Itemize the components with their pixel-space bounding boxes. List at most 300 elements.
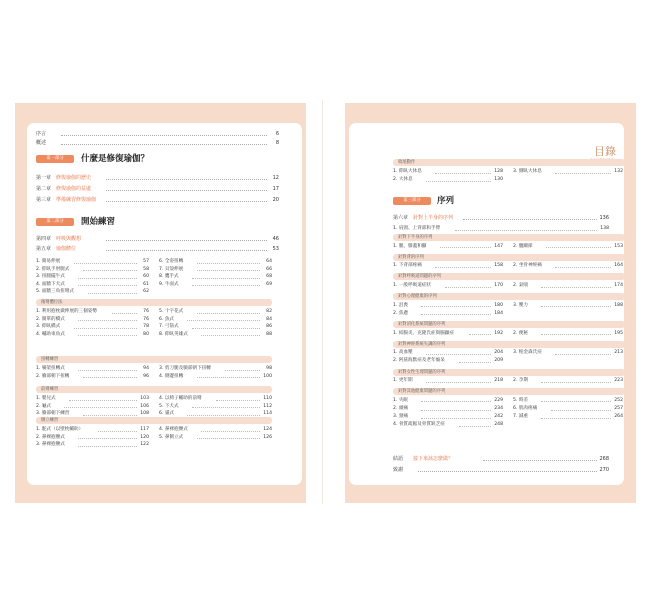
toc-entry: [513, 349, 623, 356]
page-number: 6: [275, 131, 279, 137]
leader-dots: [435, 267, 491, 268]
toc-entry: [393, 243, 503, 250]
entry-title: 1. 嬰兒式: [36, 396, 56, 401]
entry-title: 2. 氣喘: [513, 282, 529, 288]
group-header: 針對女性生理問題的序列: [393, 369, 625, 376]
part-title: 什麼是修復瑜伽？: [81, 154, 150, 164]
page-number: 12: [272, 175, 279, 181]
page-number: 76: [143, 316, 149, 322]
page-number: 110: [263, 396, 272, 401]
chapter-title: 準備練習修復瑜伽: [56, 197, 97, 203]
chapter-number: 第六章: [393, 215, 409, 221]
entry-title: 1. 仰臥大休息: [393, 169, 422, 174]
toc-entry: [393, 302, 503, 309]
entry-title: 3. 扭腿擺牛式: [36, 274, 65, 280]
toc-entry: [36, 281, 149, 288]
leader-dots: [192, 407, 260, 408]
group-header: 扭轉練習: [36, 356, 272, 363]
entry-title: 4. 面牆下犬式: [36, 281, 65, 287]
leader-dots: [541, 334, 611, 335]
toc-entry: [513, 397, 623, 404]
leader-dots: [187, 320, 260, 321]
toc-entry: [393, 413, 503, 420]
toc-entry: [393, 357, 503, 364]
page-number: 180: [494, 302, 503, 308]
leader-dots: [469, 334, 491, 335]
page-number: 218: [494, 378, 503, 384]
page-number: 8: [275, 140, 279, 146]
toc-entry: [36, 403, 149, 410]
page-number: 147: [494, 243, 503, 249]
entry-title: 1. 失眠: [393, 397, 409, 403]
page-number: 252: [614, 397, 623, 403]
page-number: 153: [614, 243, 623, 249]
page-number: 20: [272, 197, 279, 203]
page-number: 209: [494, 358, 503, 364]
entry-title: 7. 減重: [513, 414, 529, 420]
entry-title: 4. 輔助束角式: [36, 331, 65, 337]
chapter-title: 修復瑜伽的歷史: [56, 175, 92, 181]
page-number: 242: [494, 414, 503, 420]
leader-dots: [541, 401, 611, 402]
leader-dots: [426, 354, 491, 355]
entry-title: 2. 便秘: [513, 330, 529, 336]
entry-title: 序言: [36, 131, 47, 137]
page-number: 126: [263, 434, 272, 440]
leader-dots: [78, 438, 137, 439]
page-number: 57: [143, 259, 149, 264]
page-number: 58: [143, 266, 149, 272]
page-number: 120: [140, 434, 149, 440]
group-header: 前彎練習: [36, 386, 272, 393]
leader-dots: [201, 431, 260, 432]
page-number: 124: [263, 427, 272, 432]
page-number: 234: [494, 406, 503, 411]
toc-entry: [159, 323, 272, 330]
toc-entry: [36, 434, 149, 441]
leader-dots: [61, 135, 267, 136]
group-header: 側立練習: [36, 417, 272, 424]
leader-dots: [421, 418, 491, 419]
entry-title: 7. 貝殼伸展: [159, 266, 184, 272]
page-number: 136: [599, 215, 609, 221]
chapter-number: 第五章: [36, 246, 52, 252]
page-number: 46: [272, 236, 279, 242]
toc-row-closing: [393, 454, 609, 464]
chapter-row: [36, 244, 279, 254]
group-header: 針對呼吸道問題的序列: [393, 273, 625, 280]
entry-title: 9. 牛面式: [159, 281, 179, 287]
leader-dots: [83, 377, 137, 378]
entry-title: 2. 頭痛: [393, 406, 409, 411]
page-number: 60: [143, 274, 149, 280]
toc-entry: [159, 316, 272, 323]
page-number: 264: [614, 414, 623, 420]
toc-entry: [513, 302, 623, 309]
page-number: 108: [140, 411, 149, 417]
toc-entry: [159, 365, 272, 372]
entry-title: 3. 仰臥橋式: [36, 324, 61, 330]
chapter-row: [36, 184, 279, 194]
leader-dots: [192, 328, 260, 329]
group-header: 針對下半身的序列: [393, 234, 625, 241]
page-number: 86: [266, 324, 272, 330]
leader-dots: [201, 335, 260, 336]
page-number: 69: [266, 281, 272, 287]
chapter-row: [393, 213, 609, 223]
entry-title: 5. 十字花式: [159, 309, 184, 314]
leader-dots: [421, 314, 491, 315]
entry-title: 5. 時差: [513, 397, 529, 403]
page-number: 94: [143, 366, 149, 371]
toc-entry: [36, 441, 149, 448]
entry-title: 2. 鼻裸抱腰式: [36, 434, 65, 440]
left-page: [15, 103, 306, 503]
page-number: 106: [140, 403, 149, 409]
toc-title: 目錄: [594, 145, 616, 158]
page-number: 76: [143, 309, 149, 314]
page-number: 170: [494, 282, 503, 288]
leader-dots: [106, 240, 267, 241]
leader-dots: [61, 144, 267, 145]
leader-dots: [541, 287, 611, 288]
leader-dots: [555, 173, 611, 174]
leader-dots: [483, 460, 597, 461]
toc-entry: [513, 377, 623, 384]
chapter-number: 第四章: [36, 236, 52, 242]
toc-entry: [36, 426, 149, 433]
page-number: 223: [614, 378, 623, 384]
page-number: 122: [140, 442, 149, 448]
leader-dots: [435, 173, 491, 174]
leader-dots: [197, 438, 260, 439]
chapter-number: 第二章: [36, 186, 52, 192]
toc-entry: [159, 331, 272, 338]
leader-dots: [546, 247, 611, 248]
leader-dots: [78, 370, 137, 371]
toc-entry: [159, 266, 272, 273]
toc-entry: [159, 403, 272, 410]
entry-title: 4. 側邊扭轉: [159, 373, 184, 379]
closing-label: 結語: [393, 456, 404, 462]
page-number: 192: [494, 330, 503, 336]
entry-title: 1. 簡易伸展: [36, 259, 61, 264]
leader-dots: [555, 354, 611, 355]
toc-entry: [36, 308, 149, 315]
entry-title: 1. 躺架扭轉式: [36, 366, 65, 371]
leader-dots: [112, 313, 137, 314]
page-number: 270: [599, 467, 609, 473]
page-number: 64: [266, 259, 272, 264]
page-number: 195: [614, 330, 623, 336]
page-number: 188: [614, 302, 623, 308]
leader-dots: [541, 382, 611, 383]
leader-dots: [78, 285, 137, 286]
toc-entry: [159, 426, 272, 433]
page-number: 164: [614, 263, 623, 269]
leader-dots: [541, 306, 611, 307]
entry-title: 1. 沮喪: [393, 302, 409, 308]
toc-entry: [393, 421, 503, 428]
page-number: 114: [263, 411, 272, 417]
toc-entry: [393, 310, 503, 317]
leader-dots: [106, 179, 267, 180]
group-header: 後彎體位法: [36, 299, 272, 306]
page-number: 138: [600, 226, 609, 231]
leader-dots: [418, 471, 597, 472]
leader-dots: [459, 426, 491, 427]
leader-dots: [555, 267, 611, 268]
entry-title: 1. 肩頸、上背部和手臂: [393, 226, 441, 231]
leader-dots: [197, 270, 260, 271]
chapter-number: 第一章: [36, 175, 52, 181]
leader-dots: [197, 263, 260, 264]
entry-title: 2. 龜式: [36, 403, 52, 409]
toc-entry: [159, 308, 272, 315]
leader-dots: [197, 313, 260, 314]
page-number: 62: [143, 289, 149, 295]
toc-entry: [393, 168, 503, 175]
page-number: 98: [266, 366, 272, 371]
entry-title: 7. 弓箭式: [159, 324, 179, 330]
leader-dots: [74, 328, 137, 329]
toc-entry: [513, 282, 623, 289]
toc-entry: [393, 282, 503, 289]
part-tag: 第三部分: [393, 197, 431, 205]
toc-entry: [393, 176, 503, 183]
leader-dots: [192, 285, 260, 286]
page-number: 80: [143, 331, 149, 337]
toc-entry: [393, 397, 503, 404]
entry-title: 6. 全姿扭轉: [159, 259, 184, 264]
leader-dots: [78, 320, 137, 321]
right-toc-panel: [349, 123, 624, 485]
entry-title: 概述: [36, 140, 47, 146]
page-number: 68: [266, 274, 272, 280]
left-toc-panel: [27, 123, 302, 485]
chapter-title: 瑜伽體位: [56, 246, 77, 252]
chapter-row: [36, 234, 279, 244]
entry-title: 1. 下背部疼痛: [393, 263, 422, 269]
entry-title: 6. 魚式: [159, 316, 175, 322]
part-tag: 第一部分: [36, 155, 74, 163]
leader-dots: [78, 278, 137, 279]
leader-dots: [551, 410, 611, 411]
leader-dots: [106, 250, 267, 251]
toc-entry: [36, 316, 149, 323]
entry-title: 3. 剪刀腿及臉部朝下扭轉: [159, 366, 211, 371]
entry-title: 2. 髖關節: [513, 243, 533, 249]
toc-entry: [513, 243, 623, 250]
entry-title: 2. 簡單的橋式: [36, 316, 65, 322]
entry-title: 1. 結腸炎、克隆氏症與腸躁症: [393, 330, 454, 336]
leader-dots: [445, 287, 491, 288]
chapter-title: 呼吸與觀想: [56, 236, 82, 242]
entry-title: 2. 大休息: [393, 177, 413, 182]
leader-dots: [69, 400, 137, 401]
entry-title: 3. 鼻裸抱腰式: [36, 442, 65, 448]
toc-entry: [393, 405, 503, 412]
entry-title: 6. 貓式: [159, 411, 175, 417]
toc-entry: [159, 273, 272, 280]
entry-title: 2. 孕期: [513, 378, 529, 384]
leader-dots: [421, 410, 491, 411]
chapter-row: [36, 173, 279, 183]
page-number: 132: [614, 169, 623, 174]
page-number: 174: [614, 282, 623, 288]
entry-title: 2. 坐骨神經痛: [513, 263, 542, 269]
toc-entry: [393, 262, 503, 269]
entry-title: 致謝: [393, 467, 404, 473]
page-number: 66: [266, 266, 272, 272]
leader-dots: [83, 415, 137, 416]
leader-dots: [74, 263, 137, 264]
leader-dots: [88, 293, 137, 294]
entry-title: 3. 壓力: [513, 302, 529, 308]
toc-entry: [36, 395, 149, 402]
leader-dots: [187, 415, 260, 416]
toc-entry: [159, 395, 272, 402]
toc-entry: [36, 323, 149, 330]
toc-entry: [513, 413, 623, 420]
page-number: 117: [140, 427, 149, 432]
toc-entry: [36, 273, 149, 280]
leader-dots: [440, 247, 491, 248]
entry-title: 8. 仰臥英雄式: [159, 331, 188, 337]
group-header: 針對消化系統問題的序列: [393, 321, 625, 328]
toc-entry: [393, 330, 503, 337]
page-number: 103: [140, 396, 149, 401]
entry-title: 2. 焦慮: [393, 310, 409, 316]
leader-dots: [106, 190, 267, 191]
chapter-row: [36, 195, 279, 205]
chapter-title: 修復瑜伽的益處: [56, 186, 92, 192]
page-number: 78: [143, 324, 149, 330]
entry-title: 2. 仰臥手肘腿式: [36, 266, 70, 272]
leader-dots: [455, 230, 597, 231]
entry-title: 3. 臉部朝下練習: [36, 411, 70, 417]
page-number: 213: [614, 350, 623, 356]
part-tag: 第二部分: [36, 218, 74, 226]
toc-entry: [159, 373, 272, 380]
entry-title: 2. 臉部朝下扭轉: [36, 373, 70, 379]
entry-title: 5. 面牆三角扭彎式: [36, 289, 75, 295]
page-number: 130: [494, 177, 503, 182]
leader-dots: [421, 306, 491, 307]
page-number: 112: [263, 403, 272, 409]
page-number: 53: [272, 246, 279, 252]
leader-dots: [216, 400, 260, 401]
page-number: 257: [614, 406, 623, 411]
page-number: 82: [266, 309, 272, 314]
entry-title: 1. 一般呼吸道症狀: [393, 282, 432, 288]
toc-entry: [36, 288, 149, 295]
entry-title: 5. 下犬式: [159, 403, 179, 409]
leader-dots: [78, 446, 137, 447]
page-number: 100: [263, 373, 272, 379]
closing-title: 接下來該怎麼做？: [413, 456, 454, 462]
entry-title: 3. 側臥大休息: [513, 169, 542, 174]
entry-title: 4. 以椅子輔助的前彎: [159, 396, 202, 401]
page-number: 204: [494, 350, 503, 356]
entry-title: 6. 肌肉疼痛: [513, 406, 538, 411]
toc-entry: [513, 330, 623, 337]
page-number: 248: [494, 422, 503, 428]
leader-dots: [421, 401, 491, 402]
toc-entry: [513, 168, 623, 175]
toc-entry: [393, 377, 503, 384]
page-number: 84: [266, 316, 272, 322]
toc-entry: [36, 365, 149, 372]
toc-entry: [36, 258, 149, 265]
leader-dots: [98, 431, 137, 432]
toc-row-thanks: [393, 465, 609, 475]
leader-dots: [426, 382, 491, 383]
toc-entry: [36, 331, 149, 338]
leader-dots: [83, 270, 137, 271]
page-number: 158: [494, 263, 503, 269]
leader-dots: [463, 219, 597, 220]
page-number: 184: [494, 310, 503, 316]
page-number: 268: [599, 456, 609, 462]
chapter-number: 第三章: [36, 197, 52, 203]
toc-entry: [393, 349, 503, 356]
toc-entry: [393, 225, 609, 232]
leader-dots: [459, 362, 491, 363]
entry-title: 2. 阿茲海默症及老年癡呆: [393, 358, 445, 364]
entry-title: 4. 骨質疏鬆及骨質缺乏症: [393, 422, 445, 428]
group-header: 針對心理健康的序列: [393, 293, 625, 300]
entry-title: 1. 駝式（以壁枕輔助）: [36, 427, 84, 432]
entry-title: 3. 頸痛: [393, 414, 409, 420]
entry-title: 8. 鷹手式: [159, 274, 179, 280]
entry-title: 1. 利用抱枕做伸展的三個姿勢: [36, 309, 97, 314]
entry-title: 4. 鼻裸抱腰式: [159, 427, 188, 432]
toc-entry: [513, 405, 623, 412]
group-header: 收尾動作: [393, 159, 625, 166]
toc-entry: [513, 262, 623, 269]
chapter-title: 針對上半身的序列: [413, 215, 454, 221]
entry-title: 5. 鼻側立式: [159, 434, 184, 440]
leader-dots: [541, 418, 611, 419]
right-page: [345, 103, 636, 503]
leader-dots: [426, 181, 491, 182]
group-header: 針對背的序列: [393, 254, 625, 261]
leader-dots: [78, 335, 137, 336]
group-header: 針對其他健康問題的序列: [393, 388, 625, 395]
entry-title: 3. 帕金森氏症: [513, 350, 542, 356]
toc-entry: [159, 434, 272, 441]
entry-title: 1. 高血壓: [393, 350, 413, 356]
book-spine: [322, 100, 323, 504]
page-number: 61: [143, 281, 149, 287]
leader-dots: [225, 370, 260, 371]
entry-title: 1. 腿、膝蓋和腳: [393, 243, 427, 249]
leader-dots: [106, 201, 267, 202]
page-number: 229: [494, 397, 503, 403]
entry-title: 1. 更年期: [393, 378, 413, 384]
leader-dots: [64, 407, 137, 408]
page-number: 128: [494, 169, 503, 174]
toc-entry: [159, 281, 272, 288]
toc-entry: [36, 266, 149, 273]
part-title: 序列: [437, 196, 455, 206]
leader-dots: [197, 377, 260, 378]
group-header: 針對神經系統失調的序列: [393, 341, 625, 348]
page-number: 96: [143, 373, 149, 379]
toc-entry: [36, 373, 149, 380]
leader-dots: [192, 278, 260, 279]
